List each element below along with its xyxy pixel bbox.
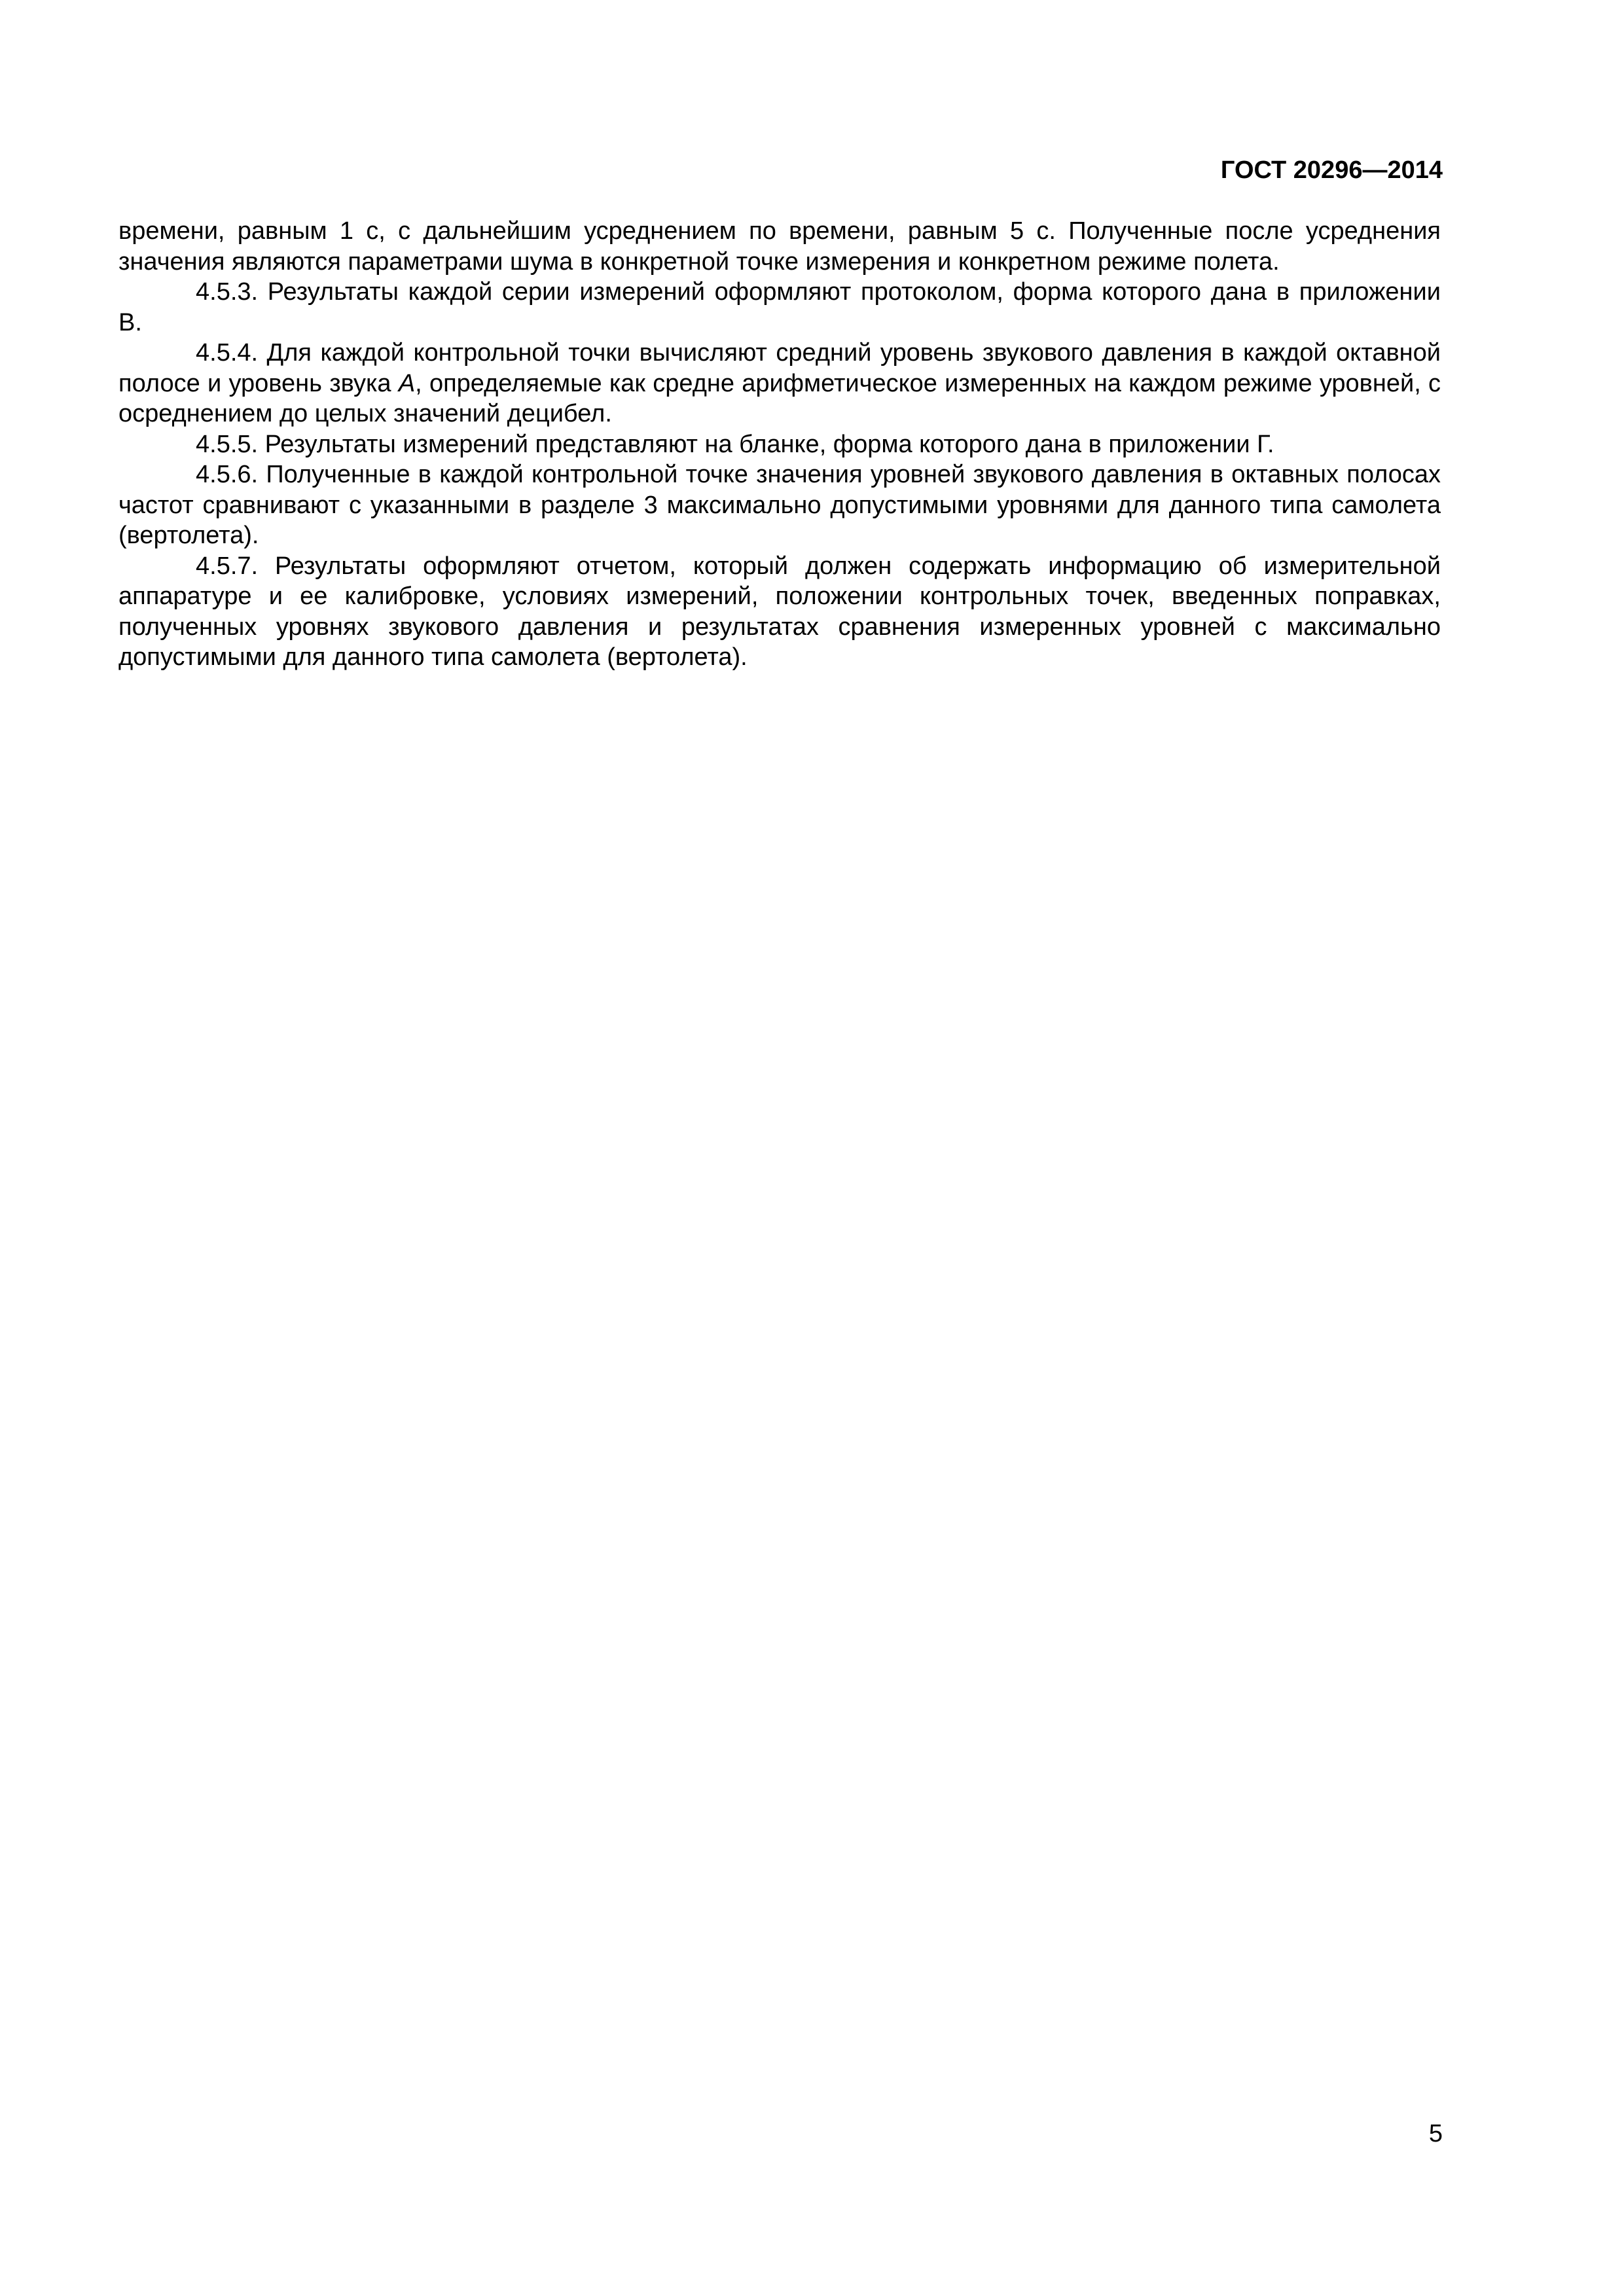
paragraph-4-5-6: 4.5.6. Полученные в каждой контрольной точке значения уровней звукового давления в октавных полосах частот сравнивают с указанными в разделе 3 максимально допустимыми уровнями для данного типа самолета (вертолета). <box>118 461 1441 549</box>
paragraph-4-5-4 <box>118 338 1441 429</box>
paragraph-4-5-4-part-2: , определяемые как средне арифметическое измеренных на каждом режиме уровней, с осреднением до целых значений децибел. <box>118 369 1441 427</box>
document-body <box>118 216 1441 673</box>
paragraph-4-5-5: 4.5.5. Результаты измерений представляют на бланке, форма которого дана в приложении Г. <box>196 430 1274 458</box>
document-code-header: ГОСТ 20296—2014 <box>1220 156 1443 184</box>
sound-level-a-italic: А <box>398 369 416 397</box>
page-number: 5 <box>1428 2120 1443 2147</box>
paragraph-continuation: времени, равным 1 с, с дальнейшим усреднением по времени, равным 5 с. Полученные после усреднения значения являются параметрами шума в конкретной точке измерения и конкретном режиме полета. <box>118 217 1441 276</box>
paragraph-4-5-4-part-1: 4.5.4. Для каждой контрольной точки вычисляют средний уровень звукового давления в каждой октавной полосе и уровень звука <box>118 339 1441 397</box>
paragraph-4-5-3: 4.5.3. Результаты каждой серии измерений оформляют протоколом, форма которого дана в приложении В. <box>118 278 1441 336</box>
paragraph-4-5-7: 4.5.7. Результаты оформляют отчетом, который должен содержать информацию об измерительной аппаратуре и ее калибровке, условиях измерений, положении контрольных точек, введенных поправках, полученных уровнях звукового давления и результатах сравнения измеренных уровней с максимально допустимыми для данного типа самолета (вертолета). <box>118 552 1441 671</box>
